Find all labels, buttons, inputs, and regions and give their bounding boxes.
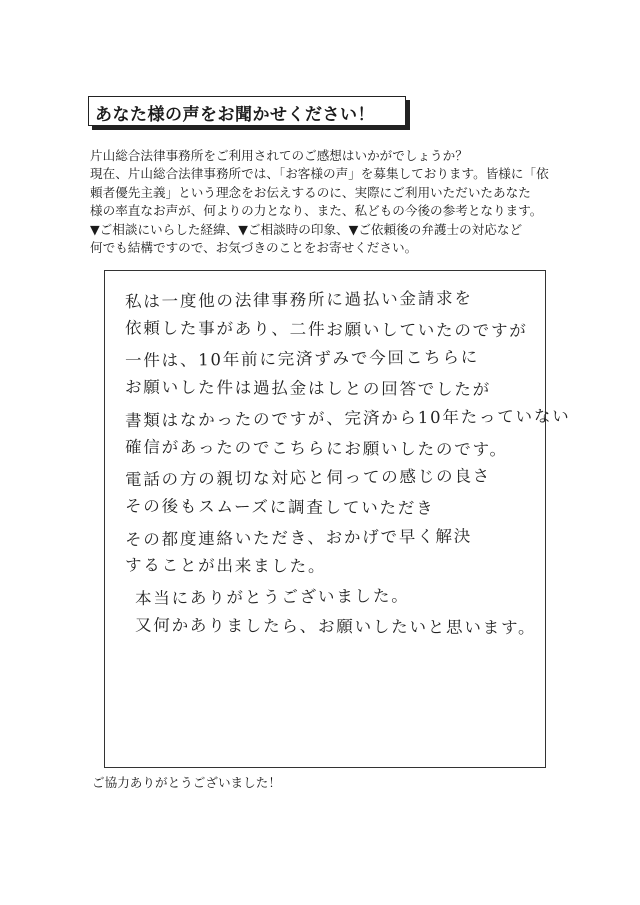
- handwritten-line: することが出来ました。: [124, 555, 327, 577]
- intro-line: 何でも結構ですので、お気づきのことをお寄せください。: [90, 240, 418, 256]
- handwritten-line: 書類はなかったのですが、完済から10年たっていない: [124, 406, 571, 431]
- intro-line: 頼者優先主義」という理念をお伝えするのに、実際にご利用いただいたあなた: [90, 184, 531, 200]
- intro-text: [90, 147, 560, 257]
- handwritten-line: 電話の方の親切な対応と伺っての感じの良さ: [124, 466, 492, 490]
- closing-message: ご協力ありがとうございました！: [92, 775, 281, 790]
- handwritten-line: 私は一度他の法律事務所に過払い金請求を: [124, 288, 473, 312]
- handwritten-line: お願いした件は過払金はしとの回答でしたが: [124, 377, 492, 400]
- intro-line: 片山総合法律事務所をご利用されてのご感想はいかがでしょうか？: [90, 148, 468, 163]
- handwritten-line: 又何かありましたら、お願いしたいと思います。: [134, 615, 537, 638]
- handwritten-line: 依頼した事があり、二件お願いしていたのですが: [124, 318, 528, 341]
- page-title: あなた様の声をお聞かせください！: [95, 105, 375, 125]
- handwritten-line: 一件は、10年前に完済ずみで今回こちらに: [124, 347, 480, 371]
- handwritten-line: 本当にありがとうございました。: [134, 586, 410, 609]
- handwritten-comment-box: [104, 270, 571, 768]
- intro-line: 様の率直なお声が、何よりの力となり、また、私どもの今後の参考となります。: [90, 203, 543, 219]
- intro-line: ▼ご相談にいらした経緯、▼ご相談時の印象、▼ご依頼後の弁護士の対応など: [90, 221, 523, 237]
- handwritten-comment: [124, 285, 571, 641]
- handwritten-line: その後もスムーズに調査していただき: [124, 496, 435, 518]
- title-box: [88, 96, 406, 126]
- handwritten-line: その都度連絡いただき、おかげで早く解決: [124, 526, 473, 549]
- handwritten-line: 確信があったのでこちらにお願いしたのです。: [124, 437, 508, 459]
- intro-line: 現在、片山総合法律事務所では、「お客様の声」を募集しております。皆様に「依: [90, 166, 549, 182]
